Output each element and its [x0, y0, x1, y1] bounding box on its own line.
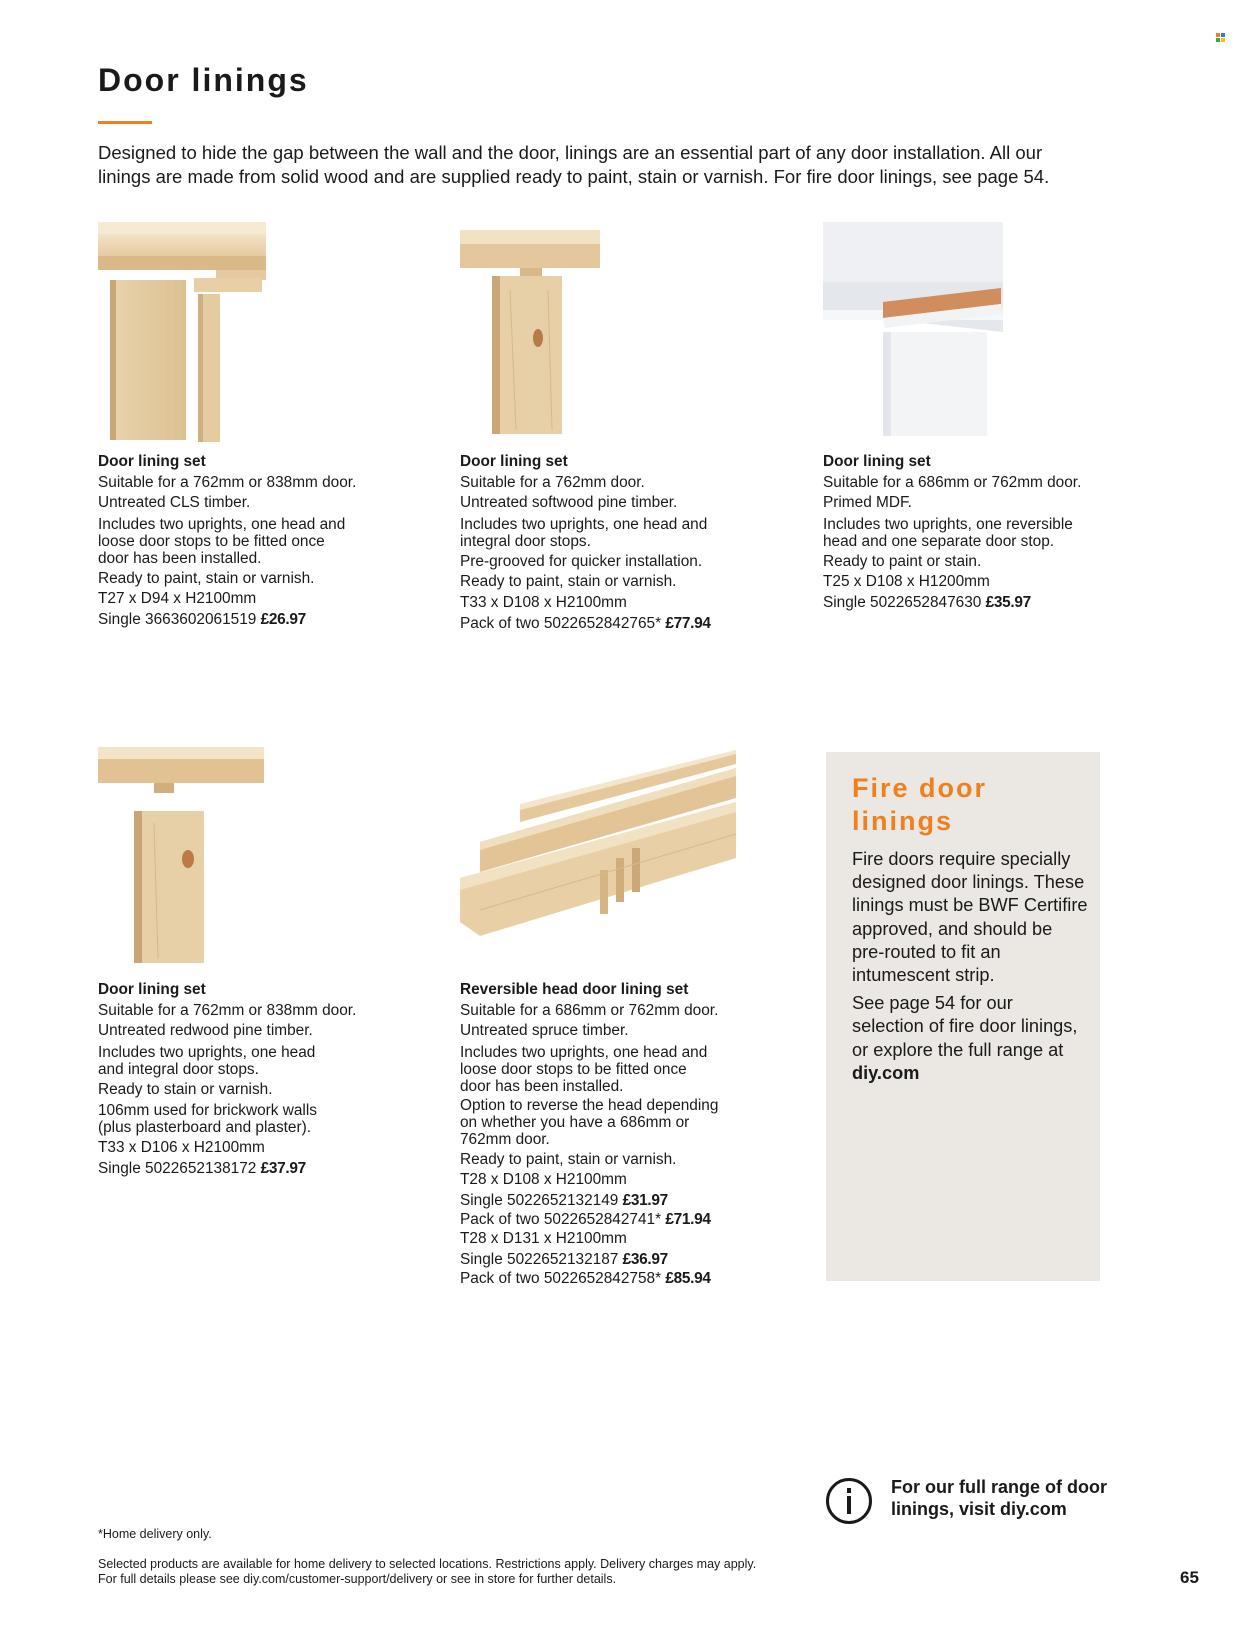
product-spec: Suitable for a 686mm or 762mm door. [460, 1001, 719, 1019]
brand-mark-icon [1216, 33, 1225, 42]
product-spec: Includes two uprights, one head and integral door stops. [460, 515, 708, 550]
product-price-row [460, 614, 800, 635]
product-image-cls-lining [98, 222, 278, 442]
fire-door-paragraph: Fire doors require specially designed door linings. These linings must be BWF Certifire approved, and should be pre-routed to fit an intumescent strip. [852, 849, 1088, 986]
product-spec: Ready to stain or varnish. [98, 1080, 273, 1098]
product-price-row [98, 1159, 438, 1180]
product-spec: Suitable for a 762mm or 838mm door. [98, 473, 357, 491]
product-code: Single 5022652138172 [98, 1159, 257, 1177]
product-title: Door lining set [460, 453, 568, 470]
product-spec: Ready to paint, stain or varnish. [460, 573, 677, 591]
product-price: £26.97 [260, 610, 306, 628]
product-price-row [460, 1250, 760, 1269]
product-spec: Ready to paint, stain or varnish. [98, 569, 315, 587]
footnote: *Home delivery only. [98, 1527, 212, 1541]
product-spec: 106mm used for brickwork walls (plus plasterboard and plaster). [98, 1102, 317, 1137]
product-dimensions: T28 x D108 x H2100mm [460, 1171, 627, 1189]
product-price: £85.94 [665, 1269, 711, 1287]
product-spec: Suitable for a 686mm or 762mm door. [823, 473, 1082, 491]
product-spec: Suitable for a 762mm or 838mm door. [98, 1001, 357, 1019]
product-spec: Ready to paint or stain. [823, 552, 982, 570]
product-spec: Ready to paint, stain or varnish. [460, 1150, 677, 1168]
info-callout-text: For our full range of door linings, visit diy.com [891, 1477, 1107, 1519]
product-code: Single 5022652847630 [823, 593, 982, 611]
product-spec: Untreated redwood pine timber. [98, 1022, 313, 1040]
product-spec: Includes two uprights, one head and loose door stops to be fitted once door has been installed. [98, 515, 346, 567]
product-code: Pack of two 5022652842758* [460, 1269, 662, 1287]
intro-paragraph: Designed to hide the gap between the wall and the door, linings are an essential part of any door installation. All our linings are made from solid wood and are supplied ready to paint, stain or varnish. For fire door linings, see page 54. [98, 142, 1050, 187]
product-code: Pack of two 5022652842741* [460, 1210, 662, 1228]
product-spec: Includes two uprights, one reversible head and one separate door stop. [823, 515, 1073, 550]
product-title: Door lining set [98, 453, 206, 470]
product-price: £36.97 [622, 1250, 668, 1268]
info-icon [826, 1478, 872, 1524]
product-code: Single 5022652132187 [460, 1250, 619, 1268]
product-spec: Includes two uprights, one head and integral door stops. [98, 1043, 316, 1078]
product-spec: Pre-grooved for quicker installation. [460, 552, 703, 570]
page-number: 65 [1180, 1568, 1199, 1587]
product-price: £37.97 [260, 1159, 306, 1177]
product-spec: Includes two uprights, one head and loose door stops to be fitted once door has been installed. [460, 1043, 708, 1095]
product-spec: Untreated spruce timber. [460, 1022, 629, 1040]
product-price-row [460, 1210, 760, 1229]
page-title: Door linings [98, 62, 309, 98]
product-spec: Suitable for a 762mm door. [460, 473, 645, 491]
product-title: Reversible head door lining set [460, 981, 689, 998]
product-price-row [823, 593, 1163, 614]
product-price: £35.97 [985, 593, 1031, 611]
product-card-4 [98, 980, 438, 1180]
delivery-disclaimer: Selected products are available for home delivery to selected locations. Restrictions apply. Delivery charges may apply. For full details please see diy.com/customer-support/delivery or see in store for further details. [98, 1557, 757, 1586]
product-card-2 [460, 452, 800, 634]
product-image-redwood-lining [98, 747, 268, 965]
product-title: Door lining set [98, 981, 206, 998]
fire-door-body [852, 848, 1088, 1090]
product-title: Door lining set [823, 453, 931, 470]
product-card-1 [98, 452, 438, 631]
product-price: £31.97 [622, 1191, 668, 1209]
product-spec: Untreated CLS timber. [98, 494, 251, 512]
product-image-softwood-lining [460, 230, 610, 436]
product-price-row [98, 610, 438, 631]
product-dimensions: T25 x D108 x H1200mm [823, 573, 990, 591]
product-price: £71.94 [665, 1210, 711, 1228]
fire-door-paragraph-2: See page 54 for our selection of fire door linings, or explore the full range at diy.com [852, 993, 1078, 1083]
product-card-5 [460, 980, 760, 1288]
product-card-3 [823, 452, 1163, 614]
product-spec: Option to reverse the head depending on whether you have a 686mm or 762mm door. [460, 1096, 719, 1148]
product-spec: Primed MDF. [823, 494, 912, 512]
product-dimensions: T33 x D108 x H2100mm [460, 593, 627, 611]
product-image-mdf-lining [823, 222, 1003, 438]
product-price-row [460, 1191, 760, 1210]
product-dimensions: T33 x D106 x H2100mm [98, 1139, 265, 1157]
fire-door-title: Fire door linings [852, 773, 988, 836]
diy-link[interactable]: diy.com [852, 1062, 920, 1083]
product-price-row [460, 1269, 760, 1288]
product-dimensions: T27 x D94 x H2100mm [98, 590, 257, 608]
product-image-spruce-stack [460, 750, 736, 936]
product-code: Pack of two 5022652842765* [460, 614, 662, 632]
product-code: Single 5022652132149 [460, 1191, 619, 1209]
product-spec: Untreated softwood pine timber. [460, 494, 678, 512]
product-dimensions: T28 x D131 x H2100mm [460, 1229, 627, 1247]
title-rule [98, 121, 152, 124]
product-code: Single 3663602061519 [98, 610, 257, 628]
product-price: £77.94 [665, 614, 711, 632]
fire-door-panel [826, 752, 1100, 1281]
